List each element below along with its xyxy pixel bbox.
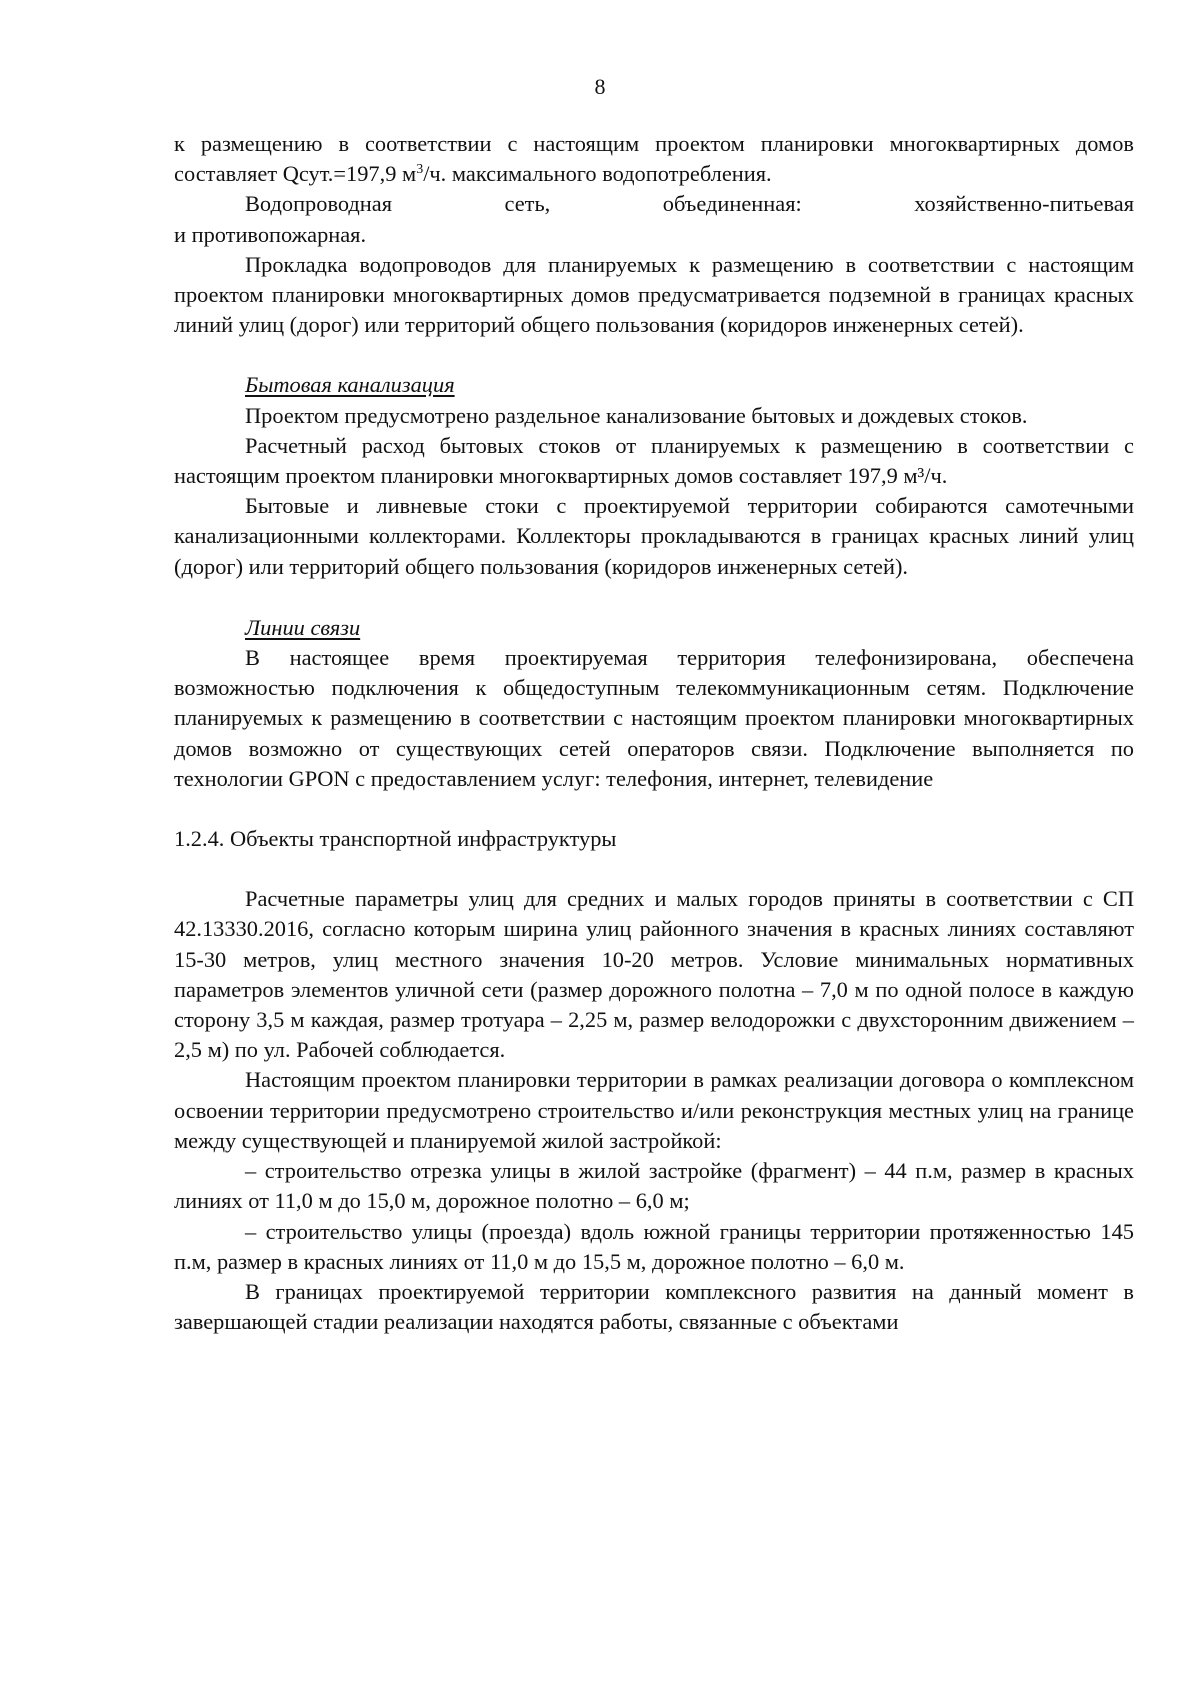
transport-paragraph-5: В границах проектируемой территории комплексного развития на данный момент в завершающей стадии реализации находятся работы, связанные с объектами — [174, 1278, 1134, 1335]
transport-paragraph-2: Настоящим проектом планировки территории в рамках реализации договора о комплексном освоении территории предусмотрено строительство и/или реконструкция местных улиц на границе между существующей и планируемой жилой застройкой: — [174, 1067, 1134, 1153]
sewer-paragraph-3: Бытовые и ливневые стоки с проектируемой территории собираются самотечными канализационными коллекторами. Коллекторы прокладываются в границах красных линий улиц (дорог) или территорий общего пользования (коридоров инженерных сетей). — [174, 493, 1134, 579]
cubic-superscript: 3 — [416, 162, 424, 178]
sewer-paragraph-1: Проектом предусмотрено раздельное канализование бытовых и дождевых стоков. — [245, 402, 1028, 428]
sewer-paragraph-2: Расчетный расход бытовых стоков от планируемых к размещению в соответствии с настоящим проектом планировки многоквартирных домов составляет 197,9 м³/ч. — [174, 432, 1134, 489]
water-consumption-text: к размещению в соответствии с настоящим проектом планировки многоквартирных домов составляет Qсут.=197,9 м — [174, 131, 1134, 187]
water-consumption-unit-text: /ч. максимального водопотребления. — [423, 161, 772, 187]
transport-paragraph-1: Расчетные параметры улиц для средних и малых городов приняты в соответствии с СП 42.13330.2016, согласно которым ширина улиц районного значения в красных линиях составляют 15-30 метров, улиц местного значения 10-20 метров. Условие минимальных нормативных параметров элементов уличной сети (размер дорожного полотна – 7,0 м по одной полосе в каждую сторону 3,5 м каждая, размер тротуара – 2,25 м, размер велодорожки с двухсторонним движением – 2,5 м) по ул. Рабочей соблюдается. — [174, 886, 1134, 1063]
spacer — [174, 854, 1134, 884]
spacer — [174, 794, 1134, 824]
comm-paragraph-1: В настоящее время проектируемая территория телефонизирована, обеспечена возможностью подключения к общедоступным телекоммуникационным сетям. Подключение планируемых к размещению в соответствии с настоящим проектом планировки многоквартирных домов возможно от существующих сетей операторов связи. Подключение выполняется по технологии GPON с предоставлением услуг: телефония, интернет, телевидение — [174, 645, 1134, 791]
page-number: 8 — [594, 74, 606, 99]
spacer — [174, 340, 1134, 370]
water-network-continuation: и противопожарная. — [174, 221, 367, 247]
document-body — [174, 129, 1134, 1337]
water-network-paragraph: Водопроводная сеть, объединенная: хозяйственно-питьевая — [245, 191, 1134, 217]
comm-section-title: Линии связи — [245, 614, 361, 640]
water-consumption-paragraph — [174, 129, 1134, 189]
transport-list-item-1: – строительство отрезка улицы в жилой застройке (фрагмент) – 44 п.м, размер в красных линиях от 11,0 м до 15,0 м, дорожное полотно – 6,0 м; — [174, 1158, 1134, 1214]
spacer — [174, 582, 1134, 613]
transport-heading: 1.2.4. Объекты транспортной инфраструктуры — [174, 826, 617, 852]
water-pipes-paragraph: Прокладка водопроводов для планируемых к размещению в соответствии с настоящим проектом планировки многоквартирных домов предусматривается подземной в границах красных линий улиц (дорог) или территорий общего пользования (коридоров инженерных сетей). — [174, 251, 1134, 338]
transport-list-item-2: – строительство улицы (проезда) вдоль южной границы территории протяженностью 145 п.м, размер в красных линиях от 11,0 м до 15,5 м, дорожное полотно – 6,0 м. — [174, 1218, 1134, 1274]
sewer-section-title: Бытовая канализация — [245, 372, 455, 398]
